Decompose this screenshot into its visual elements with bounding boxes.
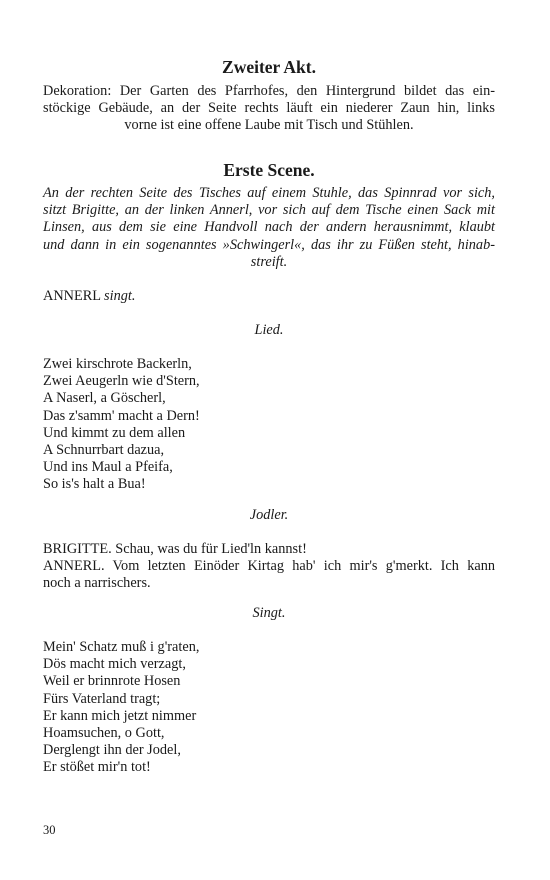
decoration-line: stöckige Gebäude, an der Seite rechts läuft ein niederer Zaun hin, links (43, 100, 495, 117)
verse-line: Er stößet mir'n tot! (43, 759, 151, 776)
dialogue (43, 541, 495, 593)
stage-direction-line: An der rechten Seite des Tisches auf einem Stuhle, das Spinnrad vor sich, (43, 185, 495, 201)
verse-line: Hoamsuchen, o Gott, (43, 725, 165, 742)
verse-line: Und kimmt zu dem allen (43, 424, 186, 441)
stage-direction-line: und dann in ein sogenanntes »Schwingerl«, das ihr zu Füßen steht, hinab- (43, 236, 495, 253)
book-page (43, 0, 495, 880)
decoration-paragraph (43, 83, 495, 135)
verse-line: Weil er brinnrote Hosen (43, 673, 181, 690)
scene-title: Erste Scene. (223, 160, 315, 180)
jodler-label: Jodler. (249, 507, 289, 523)
verse-line: Das z'samm' macht a Dern! (43, 407, 200, 424)
dialogue-line: BRIGITTE. Schau, was du für Lied'ln kannst! (43, 541, 307, 557)
song-verse-1 (43, 356, 495, 494)
stage-direction-line: sitzt Brigitte, an der linken Annerl, vor sich auf dem Tische einen Sack mit (43, 202, 495, 219)
lied-label: Lied. (254, 322, 284, 338)
page-number: 30 (43, 823, 56, 837)
verse-line: Zwei Aeugerln wie d'Stern, (43, 373, 200, 390)
singt-label: Singt. (252, 605, 286, 621)
speaker-name: ANNERL (43, 288, 101, 304)
stage-direction-line: streift. (250, 253, 288, 270)
verse-line: So is's halt a Bua! (43, 476, 146, 493)
decoration-line: vorne ist eine offene Laube mit Tisch und Stühlen. (124, 117, 414, 134)
verse-line: A Schnurrbart dazua, (43, 442, 165, 459)
speaker-cue (43, 288, 495, 305)
verse-line: Zwei kirschrote Backerln, (43, 356, 192, 372)
verse-line: Fürs Vaterland tragt; (43, 690, 161, 707)
act-title: Zweiter Akt. (222, 57, 316, 77)
verse-line: Mein' Schatz muß i g'raten, (43, 639, 200, 655)
dialogue-line: noch a narrischers. (43, 575, 151, 592)
verse-line: Dös macht mich verzagt, (43, 656, 186, 673)
verse-line: A Naserl, a Göscherl, (43, 390, 166, 407)
verse-line: Er kann mich jetzt nimmer (43, 707, 197, 724)
dialogue-line: ANNERL. Vom letzten Einöder Kirtag hab' ich mir's g'merkt. Ich kann (43, 558, 495, 575)
verse-line: Derglengt ihn der Jodel, (43, 742, 181, 759)
stage-direction-line: Linsen, aus dem sie eine Handvoll nach der andern herausnimmt, klaubt (43, 219, 495, 236)
speaker-action: singt. (104, 288, 136, 304)
song-verse-2 (43, 639, 495, 777)
decoration-line: Dekoration: Der Garten des Pfarrhofes, den Hintergrund bildet das ein- (43, 83, 495, 99)
verse-line: Und ins Maul a Pfeifa, (43, 459, 173, 476)
stage-direction (43, 185, 495, 271)
